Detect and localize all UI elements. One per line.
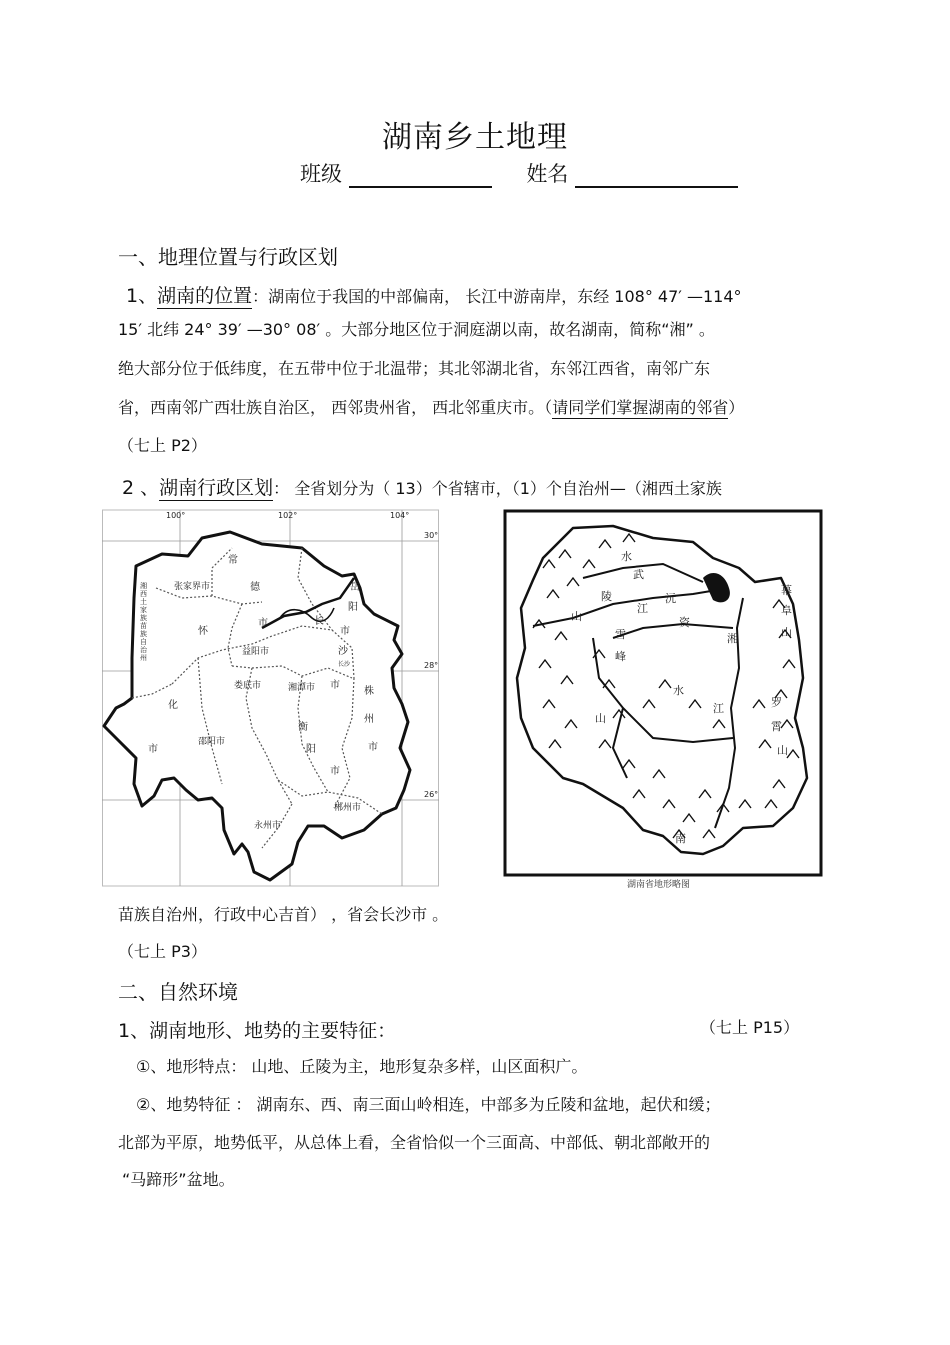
page-title: 湖南乡土地理 [382,120,568,155]
region-label-18: 株 [364,686,374,697]
item1-line2: 15′ 北纬 24° 39′ —30° 08′ 。大部分地区位于洞庭湖以南，故名湖南，简称“湘” 。 [118,320,715,339]
terrain-point1: ①、地形特点： 山地、丘陵为主，地形复杂多样，山区面积广。 [136,1057,588,1076]
name-label: 姓名 [526,162,569,186]
item1-label: 湖南的位置 [157,285,253,307]
item1-number: 1、 [126,285,158,307]
item1-line3: 绝大部分位于低纬度，在五带中位于北温带；其北邻湖北省，东邻江西省，南邻广东 [118,359,711,378]
terrain-point2-line2: 北部为平原，地势低平，从总体上看，全省恰似一个三面高、中部低、朝北部敞开的 [118,1133,711,1152]
region-label-24: 市 [330,766,340,777]
lon-label-1: 102° [278,511,298,520]
terrain-label-13: 罗 [771,696,782,709]
region-label-22: 衡 [298,722,308,733]
region-label-10: 市 [148,744,158,755]
neighbor-note: 请同学们掌握湖南的邻省 [552,398,729,417]
admin-map [102,508,439,888]
terrain-label-14: 霄 [771,720,782,733]
region-label-26: 永州市 [254,821,282,831]
item2-line2: 苗族自治州，行政中心吉首） ，省会长沙市 。 [118,905,449,924]
item1-line4-a: 省，西南邻广西壮族自治区， 西邻贵州省， 西北邻重庆市。（ [118,398,553,417]
terrain-label-17: 阜 [781,604,792,617]
class-label: 班级 [300,162,342,186]
item1-ref: （七上 P2） [118,436,207,455]
lon-label-0: 100° [166,511,186,520]
item1-text1: ：湖南位于我国的中部偏南， 长江中游南岸，东经 108° 47′ —114° [252,287,742,306]
region-label-11: 益阳市 [242,647,270,657]
item2-line1 [122,473,722,500]
region-label-16: 娄底市 [234,681,262,691]
region-label-15: 长沙 [338,661,351,668]
terrain-label-19: 南 [675,832,686,845]
terrain-map [503,508,825,892]
region-label-7: 湘西土家族苗族自治州 [140,582,147,662]
terrain-label-7: 峰 [615,650,626,663]
terrain-label-16: 幕 [781,584,792,597]
terrain-label-8: 山 [595,712,606,725]
terrain-label-6: 雪 [615,628,626,641]
item2-text1: ： 全省划分为（ 13）个省辖市，（1）个自治州—（湘西土家族 [273,479,722,498]
region-label-1: 德 [250,582,260,593]
item2-number: 2 、 [122,477,160,499]
region-label-25: 郴州市 [334,803,362,813]
region-label-8: 怀 [198,626,208,637]
admin-map-svg [102,508,439,888]
item1-line4-b: ） [728,398,745,417]
lat-label-0: 30° [424,531,439,540]
region-label-17: 湘潭市 [288,683,316,693]
region-label-6: 市 [340,626,350,637]
terrain-map-caption: 湖南省地形略图 [627,880,691,890]
region-label-4: 岳 [350,582,360,593]
item2-label: 湖南行政区划 [159,477,274,499]
region-label-2: 市 [258,618,268,629]
terrain-label-4: 沅 [665,592,676,605]
item1-line4 [118,400,744,416]
lat-label-2: 26° [424,790,439,799]
lon-label-2: 104° [390,511,410,520]
region-label-14: 市 [330,680,340,691]
terrain-label-12: 江 [713,702,724,715]
region-label-5: 阳 [348,602,358,613]
xiangxi-label [140,581,148,662]
terrain-label-3: 山 [571,610,582,623]
terrain-label-11: 湘 [727,632,738,645]
region-label-23: 阳 [306,744,316,755]
lat-label-1: 28° [424,661,439,670]
region-label-20: 市 [368,742,378,753]
region-label-21: 邵阳市 [198,737,226,747]
name-fields [300,158,738,188]
terrain-label-2: 陵 [601,590,612,603]
region-label-9: 化 [168,700,178,711]
terrain-label-0: 水 [621,550,632,563]
terrain-point2-line1: ②、地势特征 ： 湖南东、西、南三面山岭相连，中部多为丘陵和盆地，起伏和缓； [136,1095,721,1114]
region-label-3: 张家界市 [174,582,211,592]
name-field[interactable] [575,160,738,188]
terrain-label-15: 山 [777,744,788,757]
terrain-label-18: 山 [781,626,792,639]
item2-ref: （七上 P3） [118,942,207,961]
terrain-point2-line3: “马蹄形”盆地。 [122,1170,235,1189]
region-label-19: 州 [364,714,374,725]
section1-heading: 一、地理位置与行政区划 [118,245,338,269]
class-field[interactable] [349,160,492,188]
region-label-0: 常 [228,555,238,566]
section2-sub1-ref: （七上 P15） [700,1018,800,1037]
item1-line1 [126,281,742,308]
terrain-label-10: 水 [673,684,684,697]
terrain-map-svg [503,508,825,892]
section2-heading: 二、自然环境 [118,980,238,1004]
region-label-12: 长 [314,616,324,627]
terrain-label-1: 武 [633,568,644,581]
region-label-13: 沙 [338,646,348,657]
section2-sub1: 1、湖南地形、地势的主要特征： [118,1020,397,1042]
terrain-label-9: 资 [679,616,690,629]
terrain-label-5: 江 [637,602,648,615]
